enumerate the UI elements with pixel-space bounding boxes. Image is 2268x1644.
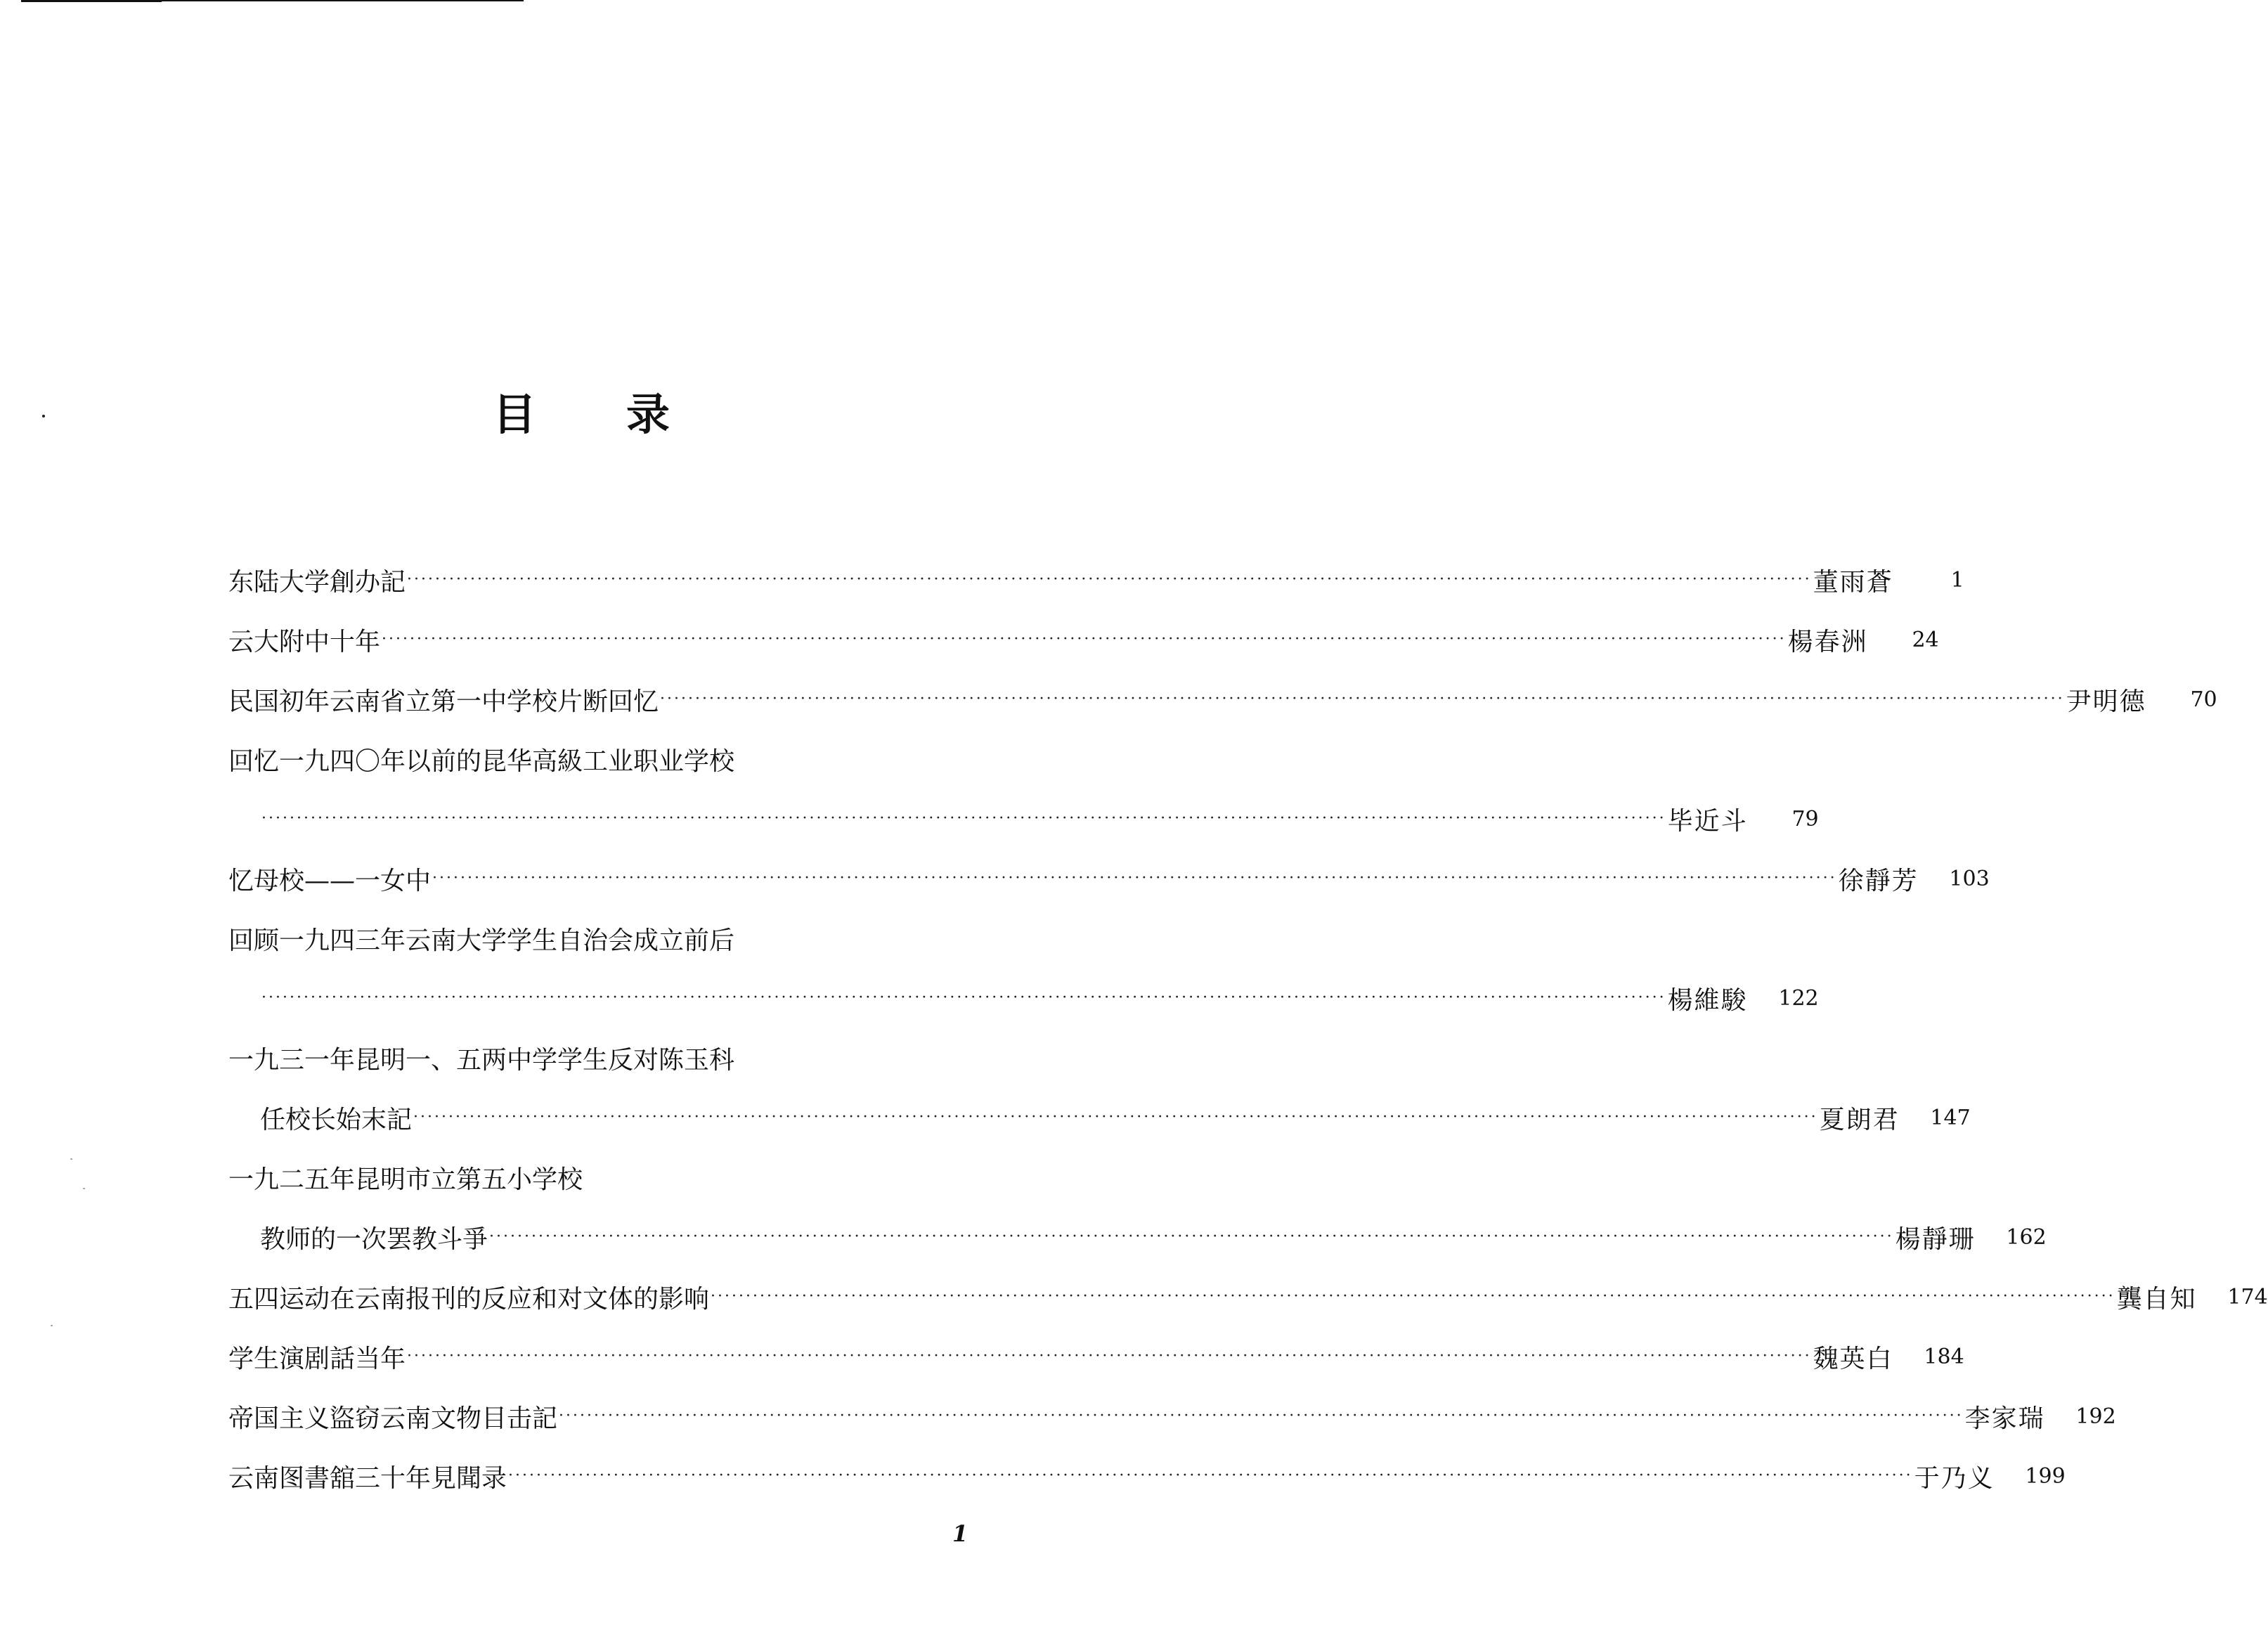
entry-page: 24 [1912, 627, 1939, 652]
entry-author: 徐靜芳 [1838, 866, 1919, 895]
entry-title: 回忆一九四〇年以前的昆华高級工业职业学校 [228, 746, 735, 776]
dot-leader: ········································································································································································································ [261, 989, 1666, 1007]
entry-page: 70 [2190, 687, 2217, 712]
entry-title: 云大附中十年 [228, 627, 381, 656]
title-char-1: 目 [492, 389, 536, 440]
toc-entry-continuation [260, 977, 1819, 1019]
entry-author: 龔自知 [2116, 1284, 2197, 1314]
margin-speck [70, 1158, 72, 1160]
entry-author: 夏朗君 [1819, 1105, 1900, 1134]
dot-leader: ········································································································································································································ [261, 810, 1666, 827]
toc-entry [228, 1335, 1964, 1378]
entry-page: 103 [1949, 866, 1990, 891]
entry-title: 回顾一九四三年云南大学学生自治会成立前后 [228, 926, 735, 955]
entry-author: 魏英白 [1813, 1344, 1893, 1373]
toc-entry [228, 1395, 2116, 1437]
entry-page: 192 [2075, 1404, 2116, 1429]
entry-title: 五四运动在云南报刊的反应和对文体的影响 [228, 1284, 710, 1314]
dot-leader: ········································································································································································································ [382, 630, 1787, 648]
toc-entry [228, 619, 1939, 661]
entry-title: 云南图書舘三十年見聞录 [228, 1463, 507, 1493]
top-rule-right [162, 0, 524, 1]
entry-page: 122 [1778, 985, 1819, 1011]
entry-title: 东陆大学創办記 [228, 567, 406, 597]
toc-entry-title-line [228, 917, 1009, 959]
entry-title: 忆母校——一女中 [228, 866, 432, 895]
entry-author: 楊靜珊 [1895, 1224, 1976, 1254]
dot-leader: ········································································································································································································ [489, 1228, 1894, 1245]
dot-leader: ········································································································································································································ [660, 690, 2065, 708]
dot-leader: ········································································································································································································ [407, 1347, 1812, 1365]
entry-author: 毕近斗 [1667, 806, 1748, 836]
entry-title: 一九二五年昆明市立第五小学校 [228, 1165, 583, 1194]
dot-leader: ········································································································································································································ [413, 1108, 1818, 1126]
entry-page: 184 [1924, 1344, 1964, 1369]
entry-page: 1 [1950, 567, 1964, 593]
toc-entry [228, 678, 2217, 720]
entry-title: 帝国主义盜窃云南文物目击記 [228, 1404, 558, 1433]
entry-author: 尹明德 [2066, 687, 2146, 716]
entry-author: 楊春洲 [1787, 627, 1868, 656]
title-char-2: 录 [626, 389, 670, 440]
entry-title: 教师的一次罢教斗爭 [260, 1224, 488, 1254]
dot-leader: ········································································································································································································ [432, 869, 1837, 887]
dot-leader: ········································································································································································································ [711, 1288, 2115, 1305]
toc-entry-title-line [228, 1156, 1009, 1198]
entry-title: 任校长始末記 [260, 1105, 413, 1134]
toc-entry [228, 857, 1990, 900]
page-number: 1 [952, 1520, 968, 1547]
dot-leader: ········································································································································································································ [508, 1467, 1913, 1484]
entry-author: 董雨蒼 [1813, 567, 1893, 597]
entry-page: 162 [2006, 1224, 2047, 1250]
entry-page: 174 [2227, 1284, 2268, 1309]
page-title [0, 380, 1162, 442]
entry-title: 一九三一年昆明一、五两中学学生反对陈玉科 [228, 1045, 735, 1075]
entry-author: 李家瑞 [1964, 1404, 2045, 1433]
toc-entry [228, 1455, 2066, 1497]
toc-entry [228, 1276, 2268, 1318]
toc-entry [228, 559, 1964, 601]
entry-page: 79 [1791, 806, 1819, 831]
entry-author: 楊維駿 [1667, 985, 1748, 1015]
entry-page: 147 [1930, 1105, 1971, 1130]
margin-speck [83, 1188, 85, 1189]
entry-title: 学生演剧話当年 [228, 1344, 406, 1373]
dot-leader: ········································································································································································································ [559, 1407, 1964, 1425]
toc-entry-title-line [228, 1037, 1009, 1079]
dot-leader: ········································································································································································································ [407, 571, 1812, 588]
toc-entry-continuation [260, 1096, 1971, 1139]
entry-author: 于乃义 [1914, 1463, 1995, 1493]
toc-entry-title-line [228, 738, 1009, 780]
entry-page: 199 [2025, 1463, 2066, 1489]
entry-title: 民国初年云南省立第一中学校片断回忆 [228, 687, 659, 716]
margin-speck [51, 1325, 53, 1326]
toc-entry-continuation [260, 798, 1819, 840]
toc-entry-continuation [260, 1216, 2047, 1258]
top-rule-left [21, 0, 162, 2]
